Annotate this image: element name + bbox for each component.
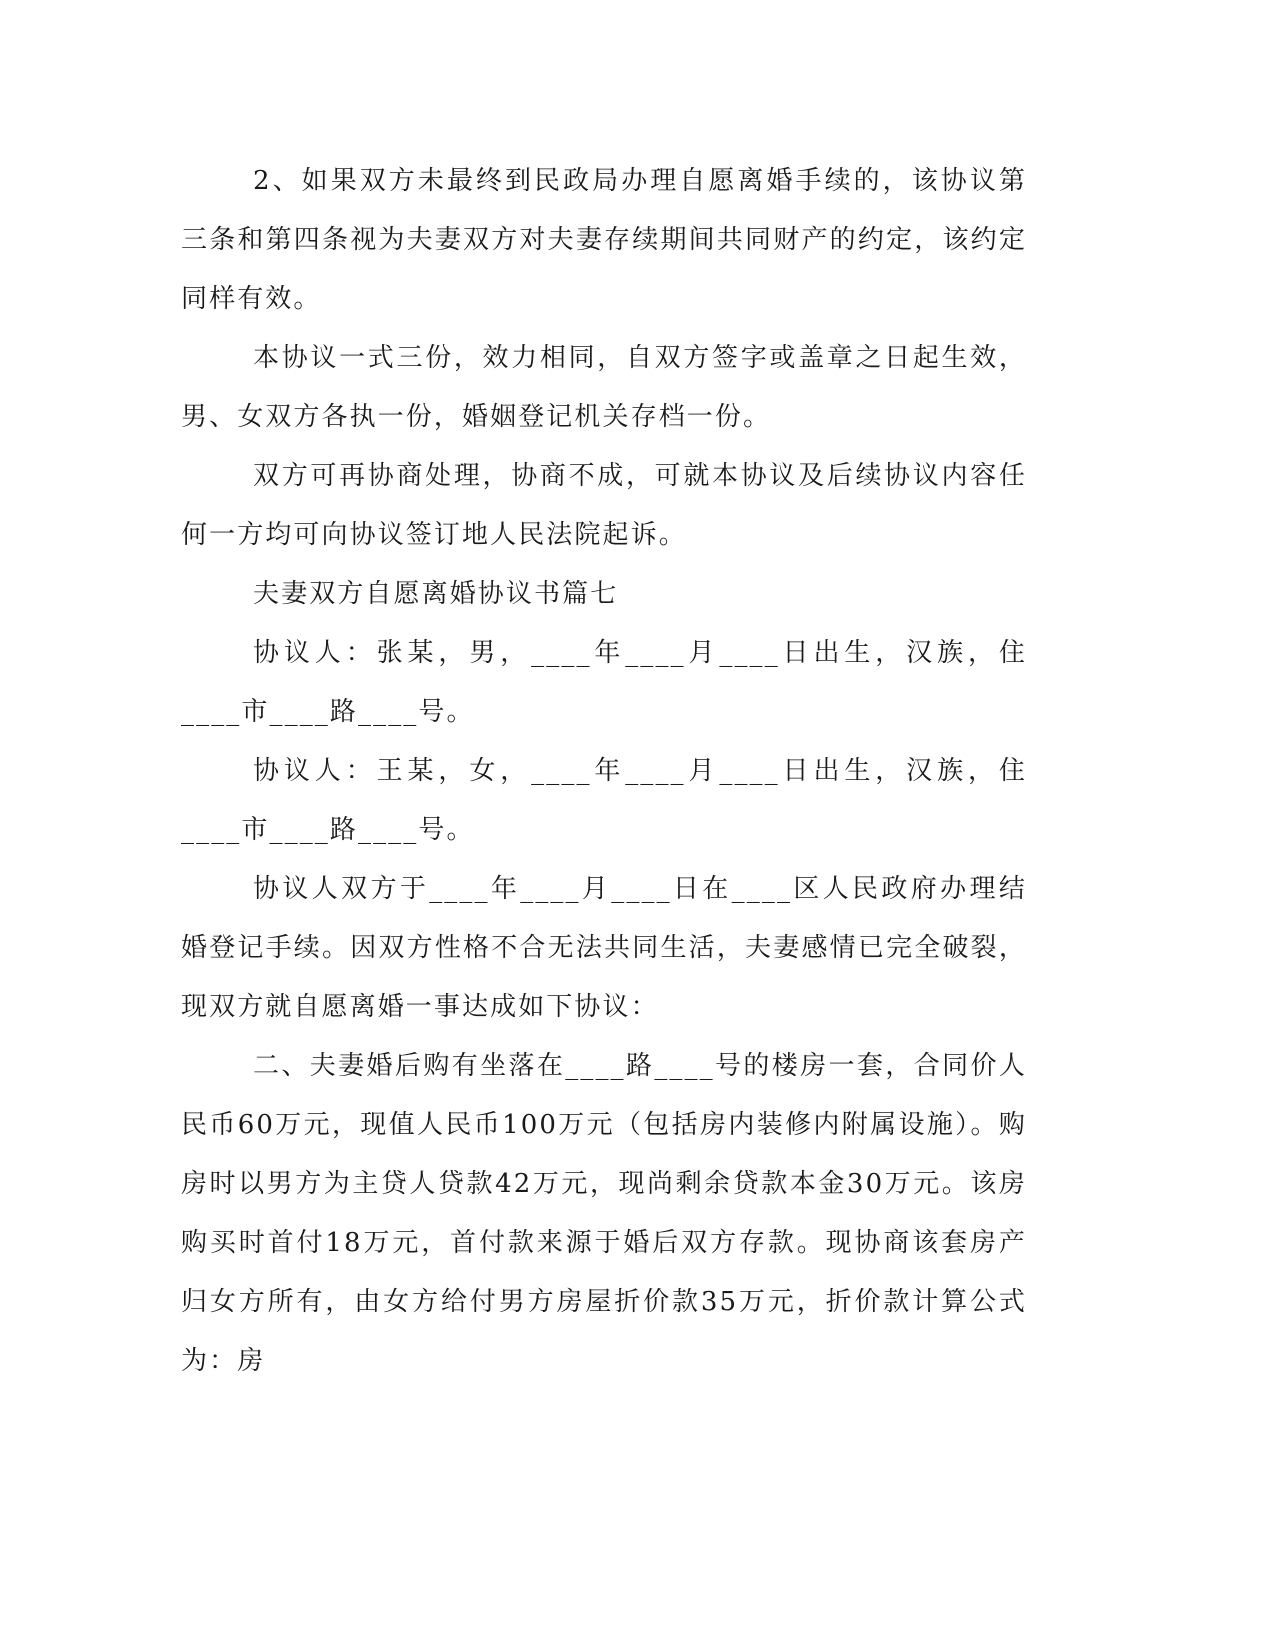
paragraph-party-male: 协议人：张某，男，____年____月____日出生，汉族，住____市____路____号。 <box>181 638 1027 727</box>
paragraph-copies: 本协议一式三份，效力相同，自双方签字或盖章之日起生效，男、女双方各执一份，婚姻登记机关存档一份。 <box>181 343 1027 432</box>
paragraph-property: 二、夫妻婚后购有坐落在____路____号的楼房一套，合同价人民币60万元，现值人民币100万元（包括房内装修内附属设施）。购房时以男方为主贷人贷款42万元，现尚剩余贷款本金30万元。该房购买时首付18万元，首付款来源于婚后双方存款。现协商该套房产归女方所有，由女方给付男方房屋折价款35万元，折价款计算公式为：房 <box>181 1051 1027 1376</box>
section-heading: 夫妻双方自愿离婚协议书篇七 <box>253 579 619 609</box>
paragraph-dispute-resolution: 双方可再协商处理，协商不成，可就本协议及后续协议内容任何一方均可向协议签订地人民法院起诉。 <box>181 461 1027 550</box>
paragraph-agreement-validity: 2、如果双方未最终到民政局办理自愿离婚手续的，该协议第三条和第四条视为夫妻双方对夫妻存续期间共同财产的约定，该约定同样有效。 <box>181 166 1027 314</box>
paragraph-marriage-registration: 协议人双方于____年____月____日在____区人民政府办理结婚登记手续。因双方性格不合无法共同生活，夫妻感情已完全破裂，现双方就自愿离婚一事达成如下协议： <box>181 874 1027 1022</box>
paragraph-party-female: 协议人：王某，女，____年____月____日出生，汉族，住____市____路____号。 <box>181 756 1027 845</box>
document-body <box>181 152 1027 1391</box>
